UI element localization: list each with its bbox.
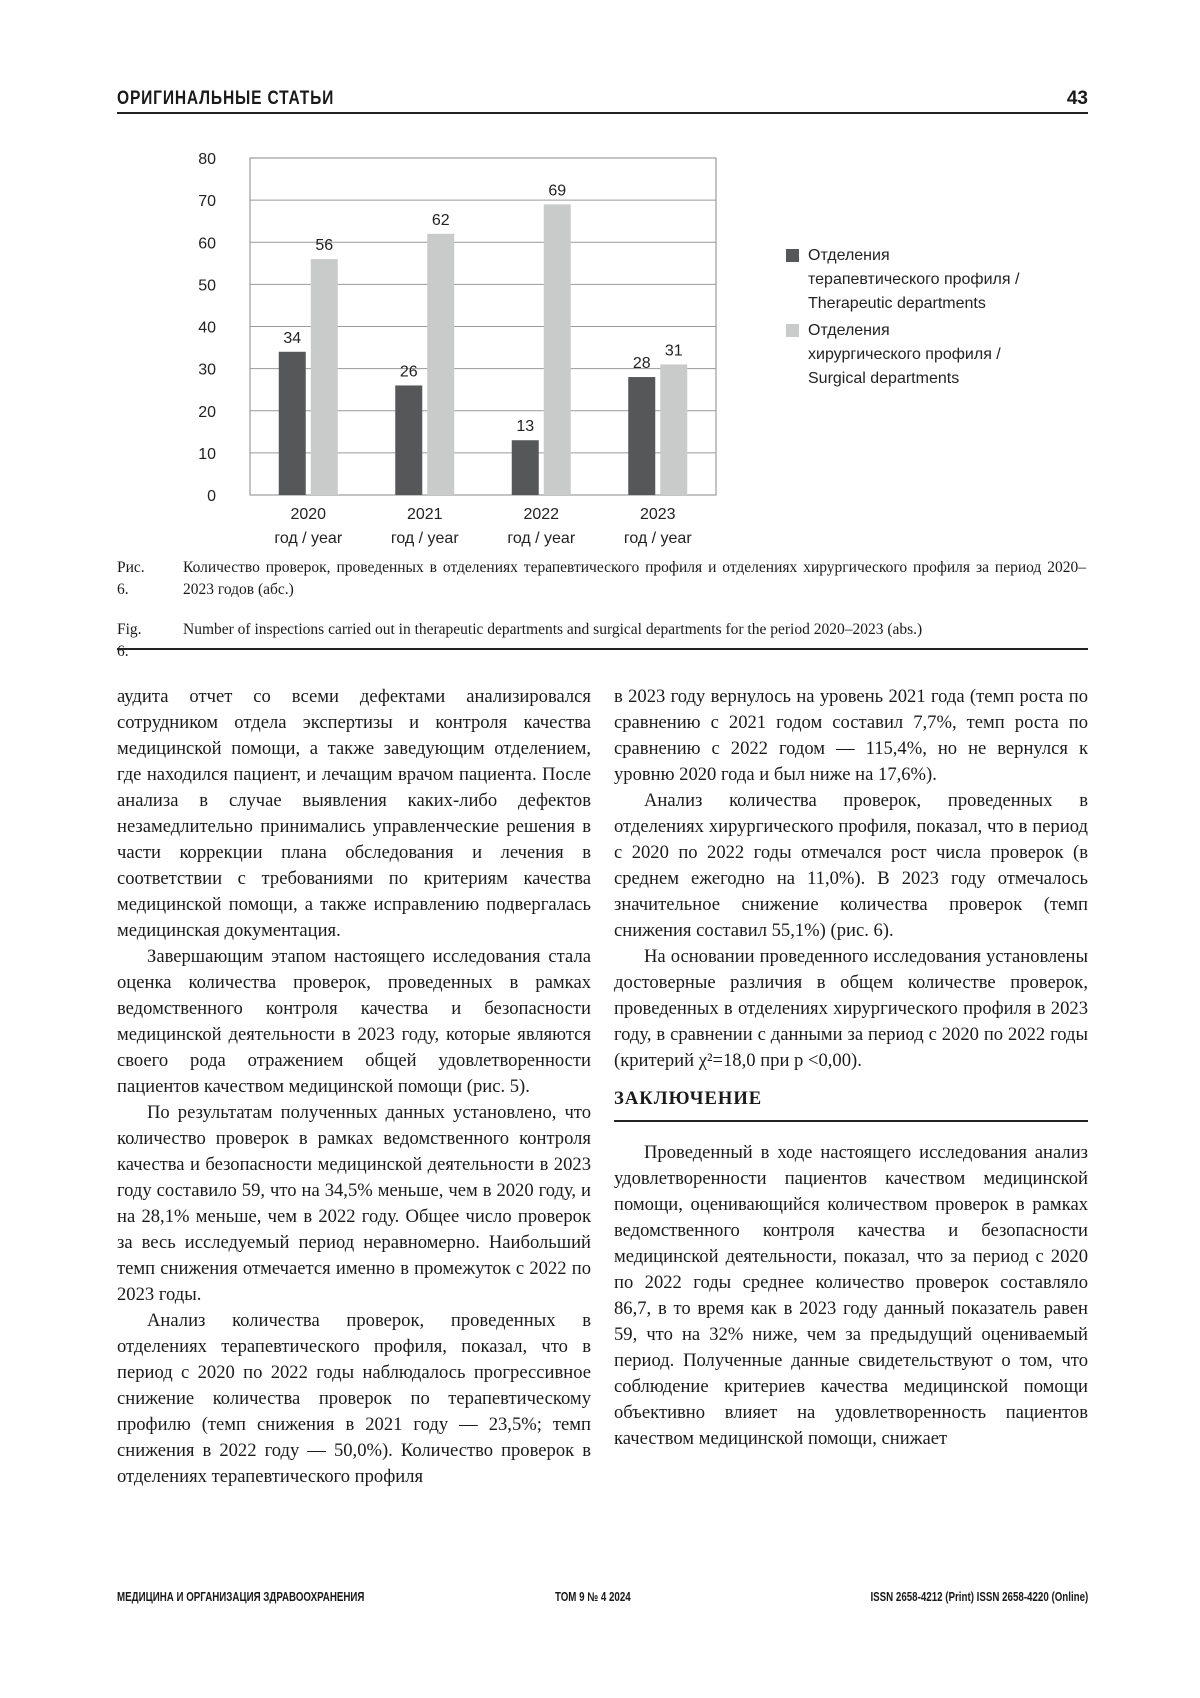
caption-en-text: Number of inspections carried out in therapeutic departments and surgical departments for the period 2020–2023 (abs.) xyxy=(183,621,923,638)
bar xyxy=(395,385,422,495)
y-tick-label: 40 xyxy=(198,319,216,337)
data-label: 56 xyxy=(315,237,334,255)
y-tick-label: 20 xyxy=(198,403,216,421)
paragraph: Проведенный в ходе настоящего исследования анализ удовлетворенности пациентов качеством медицинской помощи, оценивающийся количеством проверок в рамках ведомственного контроля качества и безопасности медицинской деятельности, показал, что за период с 2020 по 2022 годы среднее количество проверок составляло 86,7, в то время как в 2023 году данный показатель равен 59, что на 32% ниже, чем за предыдущий оцениваемый период. Полученные данные свидетельствуют о том, что соблюдение критериев качества медицинской помощи объективно влияет на удовлетворенность пациентов качеством медицинской помощи, снижает xyxy=(614,1142,1088,1449)
legend-label: Surgical departments xyxy=(808,370,960,387)
section-title: ОРИГИНАЛЬНЫЕ СТАТЬИ xyxy=(117,88,335,109)
paragraph: Завершающим этапом настоящего исследования стала оценка количества проверок, проведенных в рамках ведомственного контроля качества и безопасности медицинской деятельности в 2023 году, которые являются своего рода отражением общей удовлетворенности пациентов качеством медицинской помощи (рис. 5). xyxy=(117,946,591,1097)
paragraph: аудита отчет со всеми дефектами анализировался сотрудником отдела экспертизы и контроля качества медицинской помощи, а также заведующим отделением, где находился пациент, и лечащим врачом пациента. После анализа в случае выявления каких-либо дефектов незамедлительно принимались управленческие решения в части коррекции плана обследования и лечения в соответствии с требованиями по критериям качества медицинской помощи, а также исправлению подвергалась медицинская документация. xyxy=(117,686,591,941)
page-number: 43 xyxy=(1066,88,1088,109)
paragraph: Анализ количества проверок, проведенных в отделениях хирургического профиля, показал, что в период с 2020 по 2022 годы отмечался рост числа проверок (в среднем ежегодно на 11,0%). В 2023 году отмечалось значительное снижение количества проверок (темп снижения составил 55,1%) (рис. 6). xyxy=(614,790,1088,941)
legend-label: хирургического профиля / xyxy=(808,346,1001,363)
bar xyxy=(279,352,306,495)
bar-chart xyxy=(200,140,1120,560)
legend-swatch xyxy=(786,324,799,337)
data-label: 28 xyxy=(632,355,651,373)
legend-label: Отделения xyxy=(808,322,890,339)
conclusion-heading: ЗАКЛЮЧЕНИЕ xyxy=(614,1086,1088,1122)
bar xyxy=(628,377,655,495)
paragraph: в 2023 году вернулось на уровень 2021 года (темп роста по сравнению с 2021 годом составил 7,7%, темп роста по сравнению с 2022 годом — 115,4%, но не вернулся к уровню 2020 года и был ниже на 17,6%). xyxy=(614,686,1088,785)
data-label: 13 xyxy=(516,418,535,436)
paragraph: На основании проведенного исследования установлены достоверные различия в общем количестве проверок, проведенных в отделениях хирургического профиля в 2023 году, в сравнении с данными за период с 2020 по 2022 годы (критерий χ²=18,0 при р <0,00). xyxy=(614,946,1088,1071)
right-column xyxy=(614,684,1088,1452)
x-tick-label: 2021 xyxy=(406,506,443,523)
caption-ru-label: Рис. 6. xyxy=(117,559,145,598)
bar xyxy=(311,259,338,495)
running-head xyxy=(117,88,1088,114)
y-tick-label: 60 xyxy=(198,235,216,253)
data-label: 62 xyxy=(431,211,450,229)
data-label: 34 xyxy=(283,329,302,347)
left-column xyxy=(117,684,591,1490)
data-label: 69 xyxy=(548,182,567,200)
legend-swatch xyxy=(786,249,799,262)
legend-label: Отделения xyxy=(808,247,890,264)
issn: ISSN 2658-4212 (Print) ISSN 2658-4220 (Online) xyxy=(870,1590,1088,1604)
x-tick-label: 2020 xyxy=(290,506,327,523)
page-footer xyxy=(117,1590,1088,1610)
bar xyxy=(427,234,454,495)
bar xyxy=(512,440,539,495)
legend-label: Therapeutic departments xyxy=(808,295,986,312)
caption-rule xyxy=(117,648,1088,650)
caption-ru-text: Количество проверок, проведенных в отделениях терапевтического профиля и отделениях хирургического профиля за период 2020–2023 годов (абс.) xyxy=(183,559,1086,598)
x-tick-label: год / year xyxy=(623,530,692,547)
volume-issue: ТОМ 9 № 4 2024 xyxy=(555,1590,631,1604)
y-tick-label: 10 xyxy=(198,445,216,463)
y-tick-label: 50 xyxy=(198,277,216,295)
data-label: 26 xyxy=(399,363,418,381)
bar xyxy=(660,364,687,495)
x-tick-label: 2023 xyxy=(639,506,676,523)
caption-en-label: Fig. 6. xyxy=(117,621,142,660)
x-tick-label: год / year xyxy=(507,530,576,547)
bar xyxy=(544,204,571,495)
paragraph: Анализ количества проверок, проведенных в отделениях терапевтического профиля, показал, что в период с 2020 по 2022 годы наблюдалось прогрессивное снижение количества проверок по терапевтическому профилю (темп снижения в 2021 году — 23,5%; темп снижения в 2022 году — 50,0%). Количество проверок в отделениях терапевтического профиля xyxy=(117,1310,591,1487)
y-tick-label: 30 xyxy=(198,361,216,379)
x-tick-label: год / year xyxy=(274,530,343,547)
x-tick-label: 2022 xyxy=(523,506,560,523)
x-tick-label: год / year xyxy=(390,530,459,547)
data-label: 31 xyxy=(664,342,683,360)
legend-label: терапевтического профиля / xyxy=(808,271,1020,288)
y-tick-label: 80 xyxy=(198,151,216,168)
paragraph: По результатам полученных данных установлено, что количество проверок в рамках ведомственного контроля качества и безопасности медицинской деятельности в 2023 году составило 59, что на 34,5% меньше, чем в 2020 году, и на 28,1% меньше, чем в 2022 году. Общее число проверок за весь исследуемый период неравномерно. Наибольший темп снижения отмечается именно в промежуток с 2022 по 2023 годы. xyxy=(117,1102,591,1305)
y-tick-label: 70 xyxy=(198,193,216,211)
journal-name: МЕДИЦИНА И ОРГАНИЗАЦИЯ ЗДРАВООХРАНЕНИЯ xyxy=(117,1590,365,1604)
y-tick-label: 0 xyxy=(207,488,216,505)
